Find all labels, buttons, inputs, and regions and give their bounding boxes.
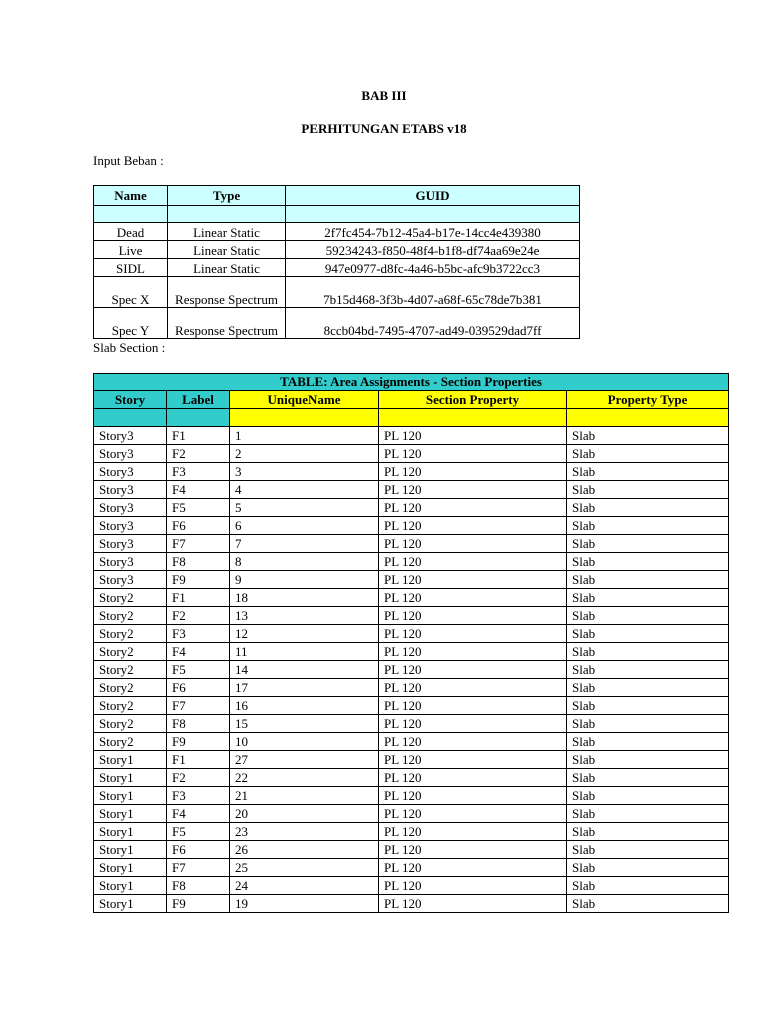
label-cell: F4	[167, 643, 230, 661]
story-cell: Story3	[94, 517, 167, 535]
table-row	[94, 823, 729, 841]
table-row	[94, 499, 729, 517]
label-cell: F9	[167, 733, 230, 751]
table-row	[94, 643, 729, 661]
story-cell: Story3	[94, 481, 167, 499]
label-cell: F9	[167, 895, 230, 913]
load-guid-cell: 7b15d468-3f3b-4d07-a68f-65c78de7b381	[286, 277, 580, 308]
table-row	[94, 571, 729, 589]
property-type-cell: Slab	[567, 679, 729, 697]
header-label: Label	[167, 391, 230, 409]
section-property-cell: PL 120	[379, 571, 567, 589]
label-cell: F8	[167, 877, 230, 895]
area-table-body	[94, 427, 729, 913]
table-row	[94, 805, 729, 823]
header-name: Name	[94, 186, 168, 206]
table-row	[94, 715, 729, 733]
property-type-cell: Slab	[567, 535, 729, 553]
section-property-cell: PL 120	[379, 445, 567, 463]
table-row	[94, 877, 729, 895]
label-cell: F4	[167, 805, 230, 823]
table-row	[94, 661, 729, 679]
property-type-cell: Slab	[567, 607, 729, 625]
header-section-property: Section Property	[379, 391, 567, 409]
label-cell: F2	[167, 445, 230, 463]
header-story: Story	[94, 391, 167, 409]
load-name-cell: Spec X	[94, 277, 168, 308]
uniquename-cell: 24	[230, 877, 379, 895]
section-property-cell: PL 120	[379, 427, 567, 445]
property-type-cell: Slab	[567, 751, 729, 769]
table-row	[94, 751, 729, 769]
property-type-cell: Slab	[567, 625, 729, 643]
chapter-heading: BAB III	[361, 88, 407, 103]
area-table-header	[94, 391, 729, 409]
story-cell: Story3	[94, 553, 167, 571]
property-type-cell: Slab	[567, 733, 729, 751]
section-property-cell: PL 120	[379, 769, 567, 787]
header-type: Type	[168, 186, 286, 206]
uniquename-cell: 10	[230, 733, 379, 751]
story-cell: Story1	[94, 787, 167, 805]
label-cell: F3	[167, 625, 230, 643]
uniquename-cell: 6	[230, 517, 379, 535]
label-cell: F4	[167, 481, 230, 499]
section-property-cell: PL 120	[379, 715, 567, 733]
section-property-cell: PL 120	[379, 643, 567, 661]
property-type-cell: Slab	[567, 823, 729, 841]
label-cell: F1	[167, 427, 230, 445]
chapter-subtitle: PERHITUNGAN ETABS v18	[301, 121, 467, 136]
label-cell: F3	[167, 463, 230, 481]
label-cell: F6	[167, 679, 230, 697]
property-type-cell: Slab	[567, 877, 729, 895]
uniquename-cell: 15	[230, 715, 379, 733]
section-property-cell: PL 120	[379, 517, 567, 535]
section-property-cell: PL 120	[379, 823, 567, 841]
uniquename-cell: 21	[230, 787, 379, 805]
story-cell: Story3	[94, 427, 167, 445]
section-property-cell: PL 120	[379, 895, 567, 913]
header-guid: GUID	[286, 186, 580, 206]
story-cell: Story1	[94, 895, 167, 913]
property-type-cell: Slab	[567, 427, 729, 445]
story-cell: Story1	[94, 823, 167, 841]
header-uniquename: UniqueName	[230, 391, 379, 409]
label-cell: F2	[167, 769, 230, 787]
story-cell: Story2	[94, 625, 167, 643]
load-type-cell: Linear Static	[168, 223, 286, 241]
property-type-cell: Slab	[567, 463, 729, 481]
header-property-type: Property Type	[567, 391, 729, 409]
table-row	[94, 607, 729, 625]
label-cell: F3	[167, 787, 230, 805]
load-name-cell: Spec Y	[94, 308, 168, 339]
section-property-cell: PL 120	[379, 751, 567, 769]
story-cell: Story3	[94, 445, 167, 463]
table-row	[94, 787, 729, 805]
uniquename-cell: 7	[230, 535, 379, 553]
uniquename-cell: 11	[230, 643, 379, 661]
section-property-cell: PL 120	[379, 535, 567, 553]
table-row	[94, 625, 729, 643]
load-caption: Input Beban :	[93, 153, 164, 168]
story-cell: Story2	[94, 715, 167, 733]
section-property-cell: PL 120	[379, 679, 567, 697]
table-row	[94, 841, 729, 859]
label-cell: F7	[167, 535, 230, 553]
label-cell: F2	[167, 607, 230, 625]
load-row	[94, 223, 580, 241]
section-property-cell: PL 120	[379, 607, 567, 625]
table-row	[94, 481, 729, 499]
load-type-cell: Linear Static	[168, 241, 286, 259]
property-type-cell: Slab	[567, 499, 729, 517]
uniquename-cell: 22	[230, 769, 379, 787]
property-type-cell: Slab	[567, 787, 729, 805]
load-guid-cell: 2f7fc454-7b12-45a4-b17e-14cc4e439380	[286, 223, 580, 241]
section-property-cell: PL 120	[379, 589, 567, 607]
label-cell: F1	[167, 751, 230, 769]
uniquename-cell: 20	[230, 805, 379, 823]
story-cell: Story2	[94, 661, 167, 679]
property-type-cell: Slab	[567, 895, 729, 913]
area-table-spacer	[94, 409, 729, 427]
uniquename-cell: 4	[230, 481, 379, 499]
story-cell: Story1	[94, 769, 167, 787]
uniquename-cell: 1	[230, 427, 379, 445]
property-type-cell: Slab	[567, 481, 729, 499]
uniquename-cell: 8	[230, 553, 379, 571]
load-table	[93, 185, 580, 339]
property-type-cell: Slab	[567, 859, 729, 877]
property-type-cell: Slab	[567, 769, 729, 787]
uniquename-cell: 14	[230, 661, 379, 679]
table-row	[94, 859, 729, 877]
load-table-spacer	[94, 206, 580, 223]
uniquename-cell: 26	[230, 841, 379, 859]
label-cell: F7	[167, 697, 230, 715]
load-guid-cell: 947e0977-d8fc-4a46-b5bc-afc9b3722cc3	[286, 259, 580, 277]
uniquename-cell: 25	[230, 859, 379, 877]
label-cell: F8	[167, 553, 230, 571]
story-cell: Story1	[94, 877, 167, 895]
property-type-cell: Slab	[567, 643, 729, 661]
load-type-cell: Response Spectrum	[168, 277, 286, 308]
section-property-cell: PL 120	[379, 787, 567, 805]
story-cell: Story2	[94, 679, 167, 697]
property-type-cell: Slab	[567, 661, 729, 679]
story-cell: Story2	[94, 589, 167, 607]
uniquename-cell: 12	[230, 625, 379, 643]
section-property-cell: PL 120	[379, 463, 567, 481]
section-property-cell: PL 120	[379, 877, 567, 895]
story-cell: Story3	[94, 571, 167, 589]
section-property-cell: PL 120	[379, 553, 567, 571]
uniquename-cell: 16	[230, 697, 379, 715]
section-property-cell: PL 120	[379, 733, 567, 751]
section-property-cell: PL 120	[379, 841, 567, 859]
label-cell: F1	[167, 589, 230, 607]
label-cell: F6	[167, 517, 230, 535]
load-guid-cell: 8ccb04bd-7495-4707-ad49-039529dad7ff	[286, 308, 580, 339]
section-property-cell: PL 120	[379, 481, 567, 499]
load-row	[94, 259, 580, 277]
section-property-cell: PL 120	[379, 859, 567, 877]
table-row	[94, 769, 729, 787]
load-table-body	[94, 206, 580, 339]
story-cell: Story3	[94, 535, 167, 553]
story-cell: Story1	[94, 859, 167, 877]
uniquename-cell: 5	[230, 499, 379, 517]
load-table-header	[94, 186, 580, 206]
property-type-cell: Slab	[567, 553, 729, 571]
table-row	[94, 445, 729, 463]
load-row	[94, 277, 580, 308]
area-table-title-row	[94, 374, 729, 391]
table-row	[94, 427, 729, 445]
table-row	[94, 463, 729, 481]
load-guid-cell: 59234243-f850-48f4-b1f8-df74aa69e24e	[286, 241, 580, 259]
section-property-cell: PL 120	[379, 499, 567, 517]
story-cell: Story2	[94, 643, 167, 661]
uniquename-cell: 3	[230, 463, 379, 481]
table-row	[94, 733, 729, 751]
label-cell: F9	[167, 571, 230, 589]
story-cell: Story1	[94, 841, 167, 859]
uniquename-cell: 2	[230, 445, 379, 463]
story-cell: Story2	[94, 607, 167, 625]
table-row	[94, 517, 729, 535]
property-type-cell: Slab	[567, 517, 729, 535]
load-name-cell: SIDL	[94, 259, 168, 277]
load-type-cell: Linear Static	[168, 259, 286, 277]
load-name-cell: Dead	[94, 223, 168, 241]
table-row	[94, 553, 729, 571]
label-cell: F6	[167, 841, 230, 859]
load-row	[94, 241, 580, 259]
property-type-cell: Slab	[567, 841, 729, 859]
area-assignments-table	[93, 373, 729, 913]
story-cell: Story2	[94, 697, 167, 715]
story-cell: Story3	[94, 463, 167, 481]
label-cell: F5	[167, 499, 230, 517]
table-row	[94, 679, 729, 697]
story-cell: Story3	[94, 499, 167, 517]
label-cell: F5	[167, 823, 230, 841]
table-row	[94, 895, 729, 913]
section-property-cell: PL 120	[379, 805, 567, 823]
uniquename-cell: 23	[230, 823, 379, 841]
uniquename-cell: 13	[230, 607, 379, 625]
story-cell: Story1	[94, 805, 167, 823]
property-type-cell: Slab	[567, 445, 729, 463]
section-property-cell: PL 120	[379, 697, 567, 715]
property-type-cell: Slab	[567, 715, 729, 733]
section-property-cell: PL 120	[379, 625, 567, 643]
label-cell: F8	[167, 715, 230, 733]
label-cell: F5	[167, 661, 230, 679]
area-table-title: TABLE: Area Assignments - Section Properties	[94, 374, 729, 391]
uniquename-cell: 18	[230, 589, 379, 607]
uniquename-cell: 27	[230, 751, 379, 769]
table-row	[94, 535, 729, 553]
load-type-cell: Response Spectrum	[168, 308, 286, 339]
load-row	[94, 308, 580, 339]
uniquename-cell: 17	[230, 679, 379, 697]
uniquename-cell: 19	[230, 895, 379, 913]
label-cell: F7	[167, 859, 230, 877]
property-type-cell: Slab	[567, 589, 729, 607]
table-row	[94, 589, 729, 607]
table-row	[94, 697, 729, 715]
story-cell: Story1	[94, 751, 167, 769]
section-property-cell: PL 120	[379, 661, 567, 679]
load-name-cell: Live	[94, 241, 168, 259]
property-type-cell: Slab	[567, 697, 729, 715]
story-cell: Story2	[94, 733, 167, 751]
property-type-cell: Slab	[567, 805, 729, 823]
uniquename-cell: 9	[230, 571, 379, 589]
property-type-cell: Slab	[567, 571, 729, 589]
slab-caption: Slab Section :	[93, 340, 166, 355]
